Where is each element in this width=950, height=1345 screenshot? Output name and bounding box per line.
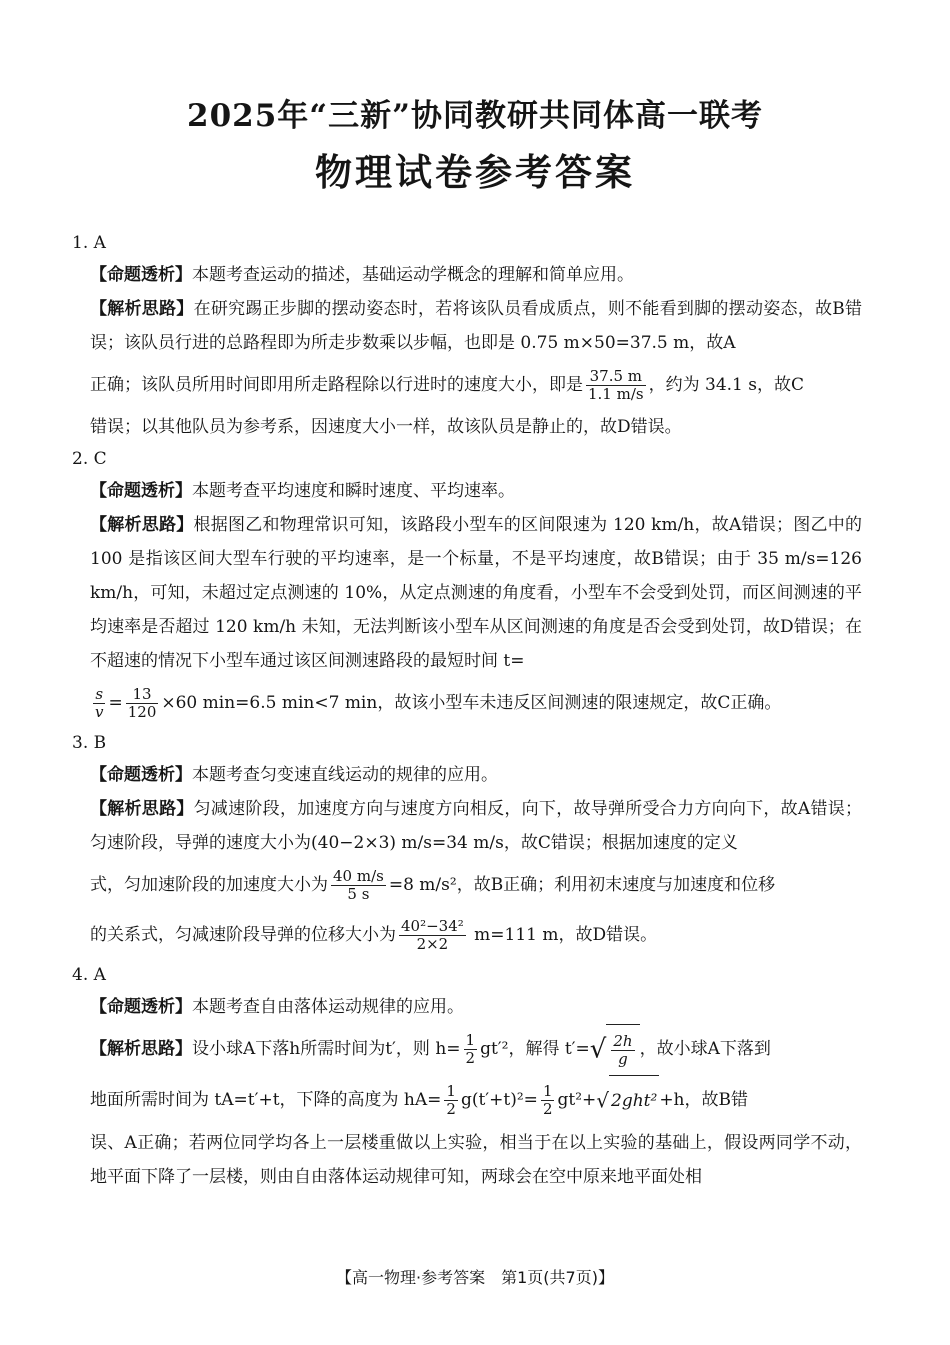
fraction-numerator: 37.5 m xyxy=(586,368,646,386)
fraction xyxy=(93,686,105,721)
fraction-denominator: 2×2 xyxy=(416,935,449,953)
analysis-text: =8 m/s²，故B正确；利用初末速度与加速度和位移 xyxy=(388,875,776,895)
analysis-text: 根据图乙和物理常识可知，该路段小型车的区间限速为 120 km/h，故A错误；图乙中的 100 是指该区间大型车行驶的平均速率，是一个标量，不是平均速度，故B错误；由于 35 m/s=126 km/h，可知，未超过定点测速的 10%，从定点测速的角度看，小型车不会受到处罚，而区间测速的平均速率是否超过 120 km/h 未知，无法判断该小型车从区间测速的角度是否会受到处罚，故D错误；在不超速的情况下小型车通过该区间测速路段的最短时间 t= xyxy=(90,515,862,671)
question-4-analysis xyxy=(90,1024,862,1075)
analysis-text: gt′²，解得 t′= xyxy=(480,1039,590,1059)
question-4-analysis-cont xyxy=(90,1075,862,1126)
fraction-denominator: 2 xyxy=(542,1100,553,1118)
radicand xyxy=(606,1024,639,1075)
intent-tag: 【命题透析】 xyxy=(90,765,192,785)
page-footer: 【高一物理·参考答案 第1页(共7页)】 xyxy=(336,1268,614,1287)
fraction xyxy=(126,686,159,721)
analysis-text: ，约为 34.1 s，故C xyxy=(648,375,804,395)
fraction-numerator: s xyxy=(93,686,105,704)
answer-content xyxy=(72,228,862,1194)
question-3-analysis-end xyxy=(90,910,862,960)
analysis-tag: 【解析思路】 xyxy=(90,299,194,319)
fraction-numerator: 1 xyxy=(446,1082,456,1100)
square-root xyxy=(596,1075,659,1126)
question-4-number: 4. A xyxy=(72,965,106,985)
analysis-text: ，故小球A下落到 xyxy=(639,1039,771,1059)
analysis-tag: 【解析思路】 xyxy=(90,1039,192,1059)
analysis-text: g(t′+t)²= xyxy=(460,1090,538,1110)
intent-tag: 【命题透析】 xyxy=(90,997,192,1017)
intent-text: 本题考查平均速度和瞬时速度、平均速率。 xyxy=(192,481,515,501)
analysis-tag: 【解析思路】 xyxy=(90,515,194,535)
fraction-numerator: 40 m/s xyxy=(333,867,384,885)
fraction-half xyxy=(464,1032,478,1067)
fraction-numerator: 1 xyxy=(465,1031,476,1049)
fraction-numerator: 1 xyxy=(542,1082,553,1100)
analysis-tag: 【解析思路】 xyxy=(90,799,194,819)
analysis-text: 式，匀加速阶段的加速度大小为 xyxy=(90,875,328,895)
fraction-denominator: 120 xyxy=(127,703,157,721)
equals-sign: = xyxy=(108,693,123,713)
question-2-number: 2. C xyxy=(72,449,107,469)
intent-text: 本题考查匀变速直线运动的规律的应用。 xyxy=(192,765,498,785)
square-root xyxy=(590,1024,640,1075)
fraction-denominator: 1.1 m/s xyxy=(588,385,644,403)
intent-tag: 【命题透析】 xyxy=(90,481,192,501)
question-2-intent xyxy=(90,474,862,508)
question-1-analysis xyxy=(90,292,862,360)
fraction-denominator: v xyxy=(95,703,104,721)
fraction xyxy=(331,868,386,903)
question-3-analysis-cont xyxy=(90,860,862,910)
analysis-text: 设小球A下落h所需时间为t′，则 h= xyxy=(192,1039,461,1059)
fraction-numerator: 2h xyxy=(613,1032,633,1050)
intent-tag: 【命题透析】 xyxy=(90,265,192,285)
question-4-analysis-end: 误、A正确；若两位同学均各上一层楼重做以上实验，相当于在以上实验的基础上，假设两同学不动，地平面下降了一层楼，则由自由落体运动规律可知，两球会在空中原来地平面处相 xyxy=(90,1133,862,1187)
fraction-numerator: 13 xyxy=(126,686,159,704)
question-1-number: 1. A xyxy=(72,233,106,253)
fraction-denominator: 5 s xyxy=(347,885,370,903)
analysis-text: 正确；该队员所用时间即用所走路程除以行进时的速度大小，即是 xyxy=(90,375,583,395)
exam-title: 2025年“三新”协同教研共同体高一联考 xyxy=(187,98,763,134)
analysis-text: 匀减速阶段，加速度方向与速度方向相反，向下，故导弹所受合力方向向下，故A错误；匀速阶段，导弹的速度大小为(40−2×3) m/s=34 m/s，故C错误；根据加速度的定义 xyxy=(90,799,863,853)
fraction-half xyxy=(444,1083,458,1118)
radicand: 2ght² xyxy=(609,1075,659,1126)
fraction-numerator: 40²−34² xyxy=(401,917,464,935)
radical-sign-icon: √ xyxy=(596,1088,610,1113)
fraction-half xyxy=(541,1083,555,1118)
answer-title: 物理试卷参考答案 xyxy=(315,151,635,194)
analysis-text: 的关系式，匀减速阶段导弹的位移大小为 xyxy=(90,925,396,945)
radical-sign-icon: √ xyxy=(589,1034,607,1065)
fraction xyxy=(611,1033,634,1068)
question-3-number: 3. B xyxy=(72,733,107,753)
fraction xyxy=(586,368,646,403)
analysis-text: 在研究踢正步脚的摆动姿态时，若将该队员看成质点，则不能看到脚的摆动姿态，故B错误；该队员行进的总路程即为所走步数乘以步幅，也即是 0.75 m×50=37.5 m，故A xyxy=(90,299,863,353)
analysis-text: gt²+ xyxy=(557,1090,597,1110)
question-4-intent xyxy=(90,990,862,1024)
fraction-denominator: 2 xyxy=(465,1049,476,1067)
question-1-analysis-end: 错误；以其他队员为参考系，因速度大小一样，故该队员是静止的，故D错误。 xyxy=(90,417,682,437)
question-2-analysis-cont xyxy=(90,678,862,728)
analysis-text: +h，故B错 xyxy=(659,1090,748,1110)
fraction xyxy=(399,918,466,953)
analysis-text: ×60 min=6.5 min<7 min，故该小型车未违反区间测速的限速规定，故C正确。 xyxy=(161,693,782,713)
question-1-analysis-cont xyxy=(90,360,862,410)
fraction-denominator: 2 xyxy=(446,1100,456,1118)
question-3-intent xyxy=(90,758,862,792)
question-2-analysis xyxy=(90,508,862,678)
fraction-denominator: g xyxy=(618,1050,628,1068)
analysis-text: m=111 m，故D错误。 xyxy=(468,925,658,945)
analysis-text: 地面所需时间为 tA=t′+t，下降的高度为 hA= xyxy=(90,1090,442,1110)
intent-text: 本题考查运动的描述，基础运动学概念的理解和简单应用。 xyxy=(192,265,634,285)
question-3-analysis xyxy=(90,792,862,860)
intent-text: 本题考查自由落体运动规律的应用。 xyxy=(192,997,464,1017)
question-1-intent xyxy=(90,258,862,292)
